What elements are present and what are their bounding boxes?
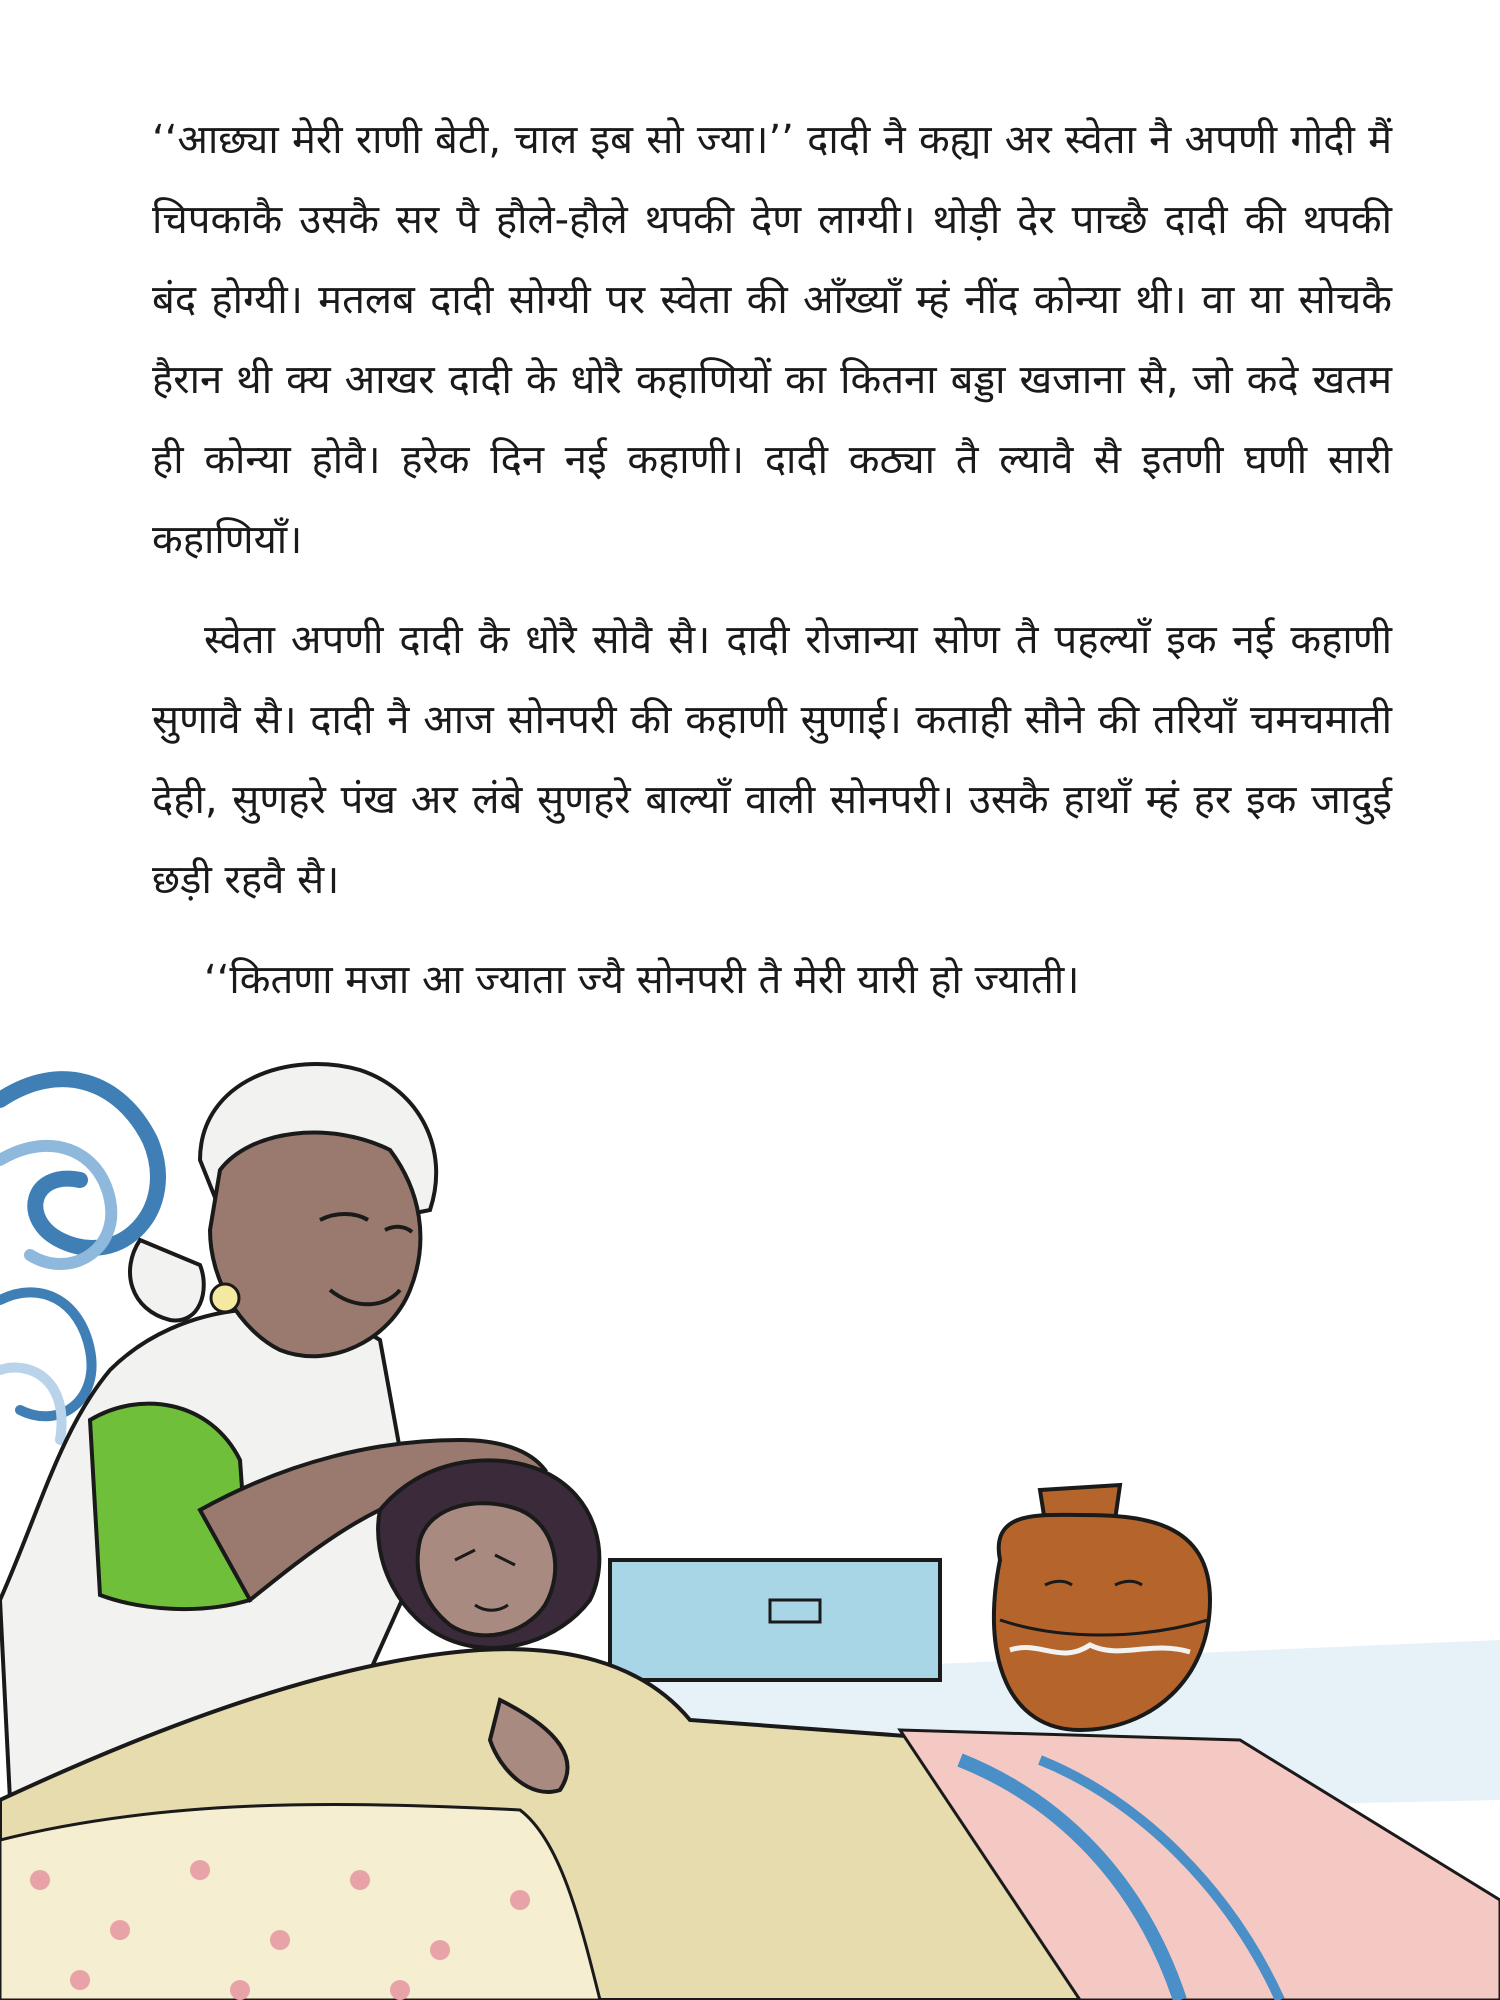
box xyxy=(610,1560,940,1680)
grandmother-and-child-illustration xyxy=(0,1040,1500,2000)
bedsheet xyxy=(0,1804,600,2000)
story-text xyxy=(152,100,1392,1040)
story-paragraph-2: स्वेता अपणी दादी कै धोरै सोवै सै। दादी रोजान्या सोण तै पहल्याँ इक नई कहाणी सुणावै सै। दादी नै आज सोनपरी की कहाणी सुणाई। कताही सौने की तरियाँ चमचमाती देही, सुणहरे पंख अर लंबे सुणहरे बाल्याँ वाली सोनपरी। उसकै हाथाँ म्हं हर इक जादुई छड़ी रहवै सै। xyxy=(152,617,1392,903)
story-paragraph-3: ‘‘कितणा मजा आ ज्याता ज्यै सोनपरी तै मेरी यारी हो ज्याती। xyxy=(204,957,1080,1003)
grandmother-head xyxy=(130,1064,436,1356)
story-paragraph-1: ‘‘आछ्या मेरी राणी बेटी, चाल इब सो ज्या।’’ दादी नै कह्या अर स्वेता नै अपणी गोदी मैं चिपकाकै उसकै सर पै हौले-हौले थपकी देण लाग्यी। थोड़ी देर पाच्छै दादी की थपकी बंद होग्यी। मतलब दादी सोग्यी पर स्वेता की आँख्याँ म्हं नींद कोन्या थी। वा या सोचकै हैरान थी क्य आखर दादी के धोरै कहाणियों का कितना बड्डा खजाना सै, जो कदे खतम ही कोन्या होवै। हरेक दिन नई कहाणी। दादी कठ्या तै ल्यावै सै इतणी घणी सारी कहाणियाँ। xyxy=(152,117,1392,563)
